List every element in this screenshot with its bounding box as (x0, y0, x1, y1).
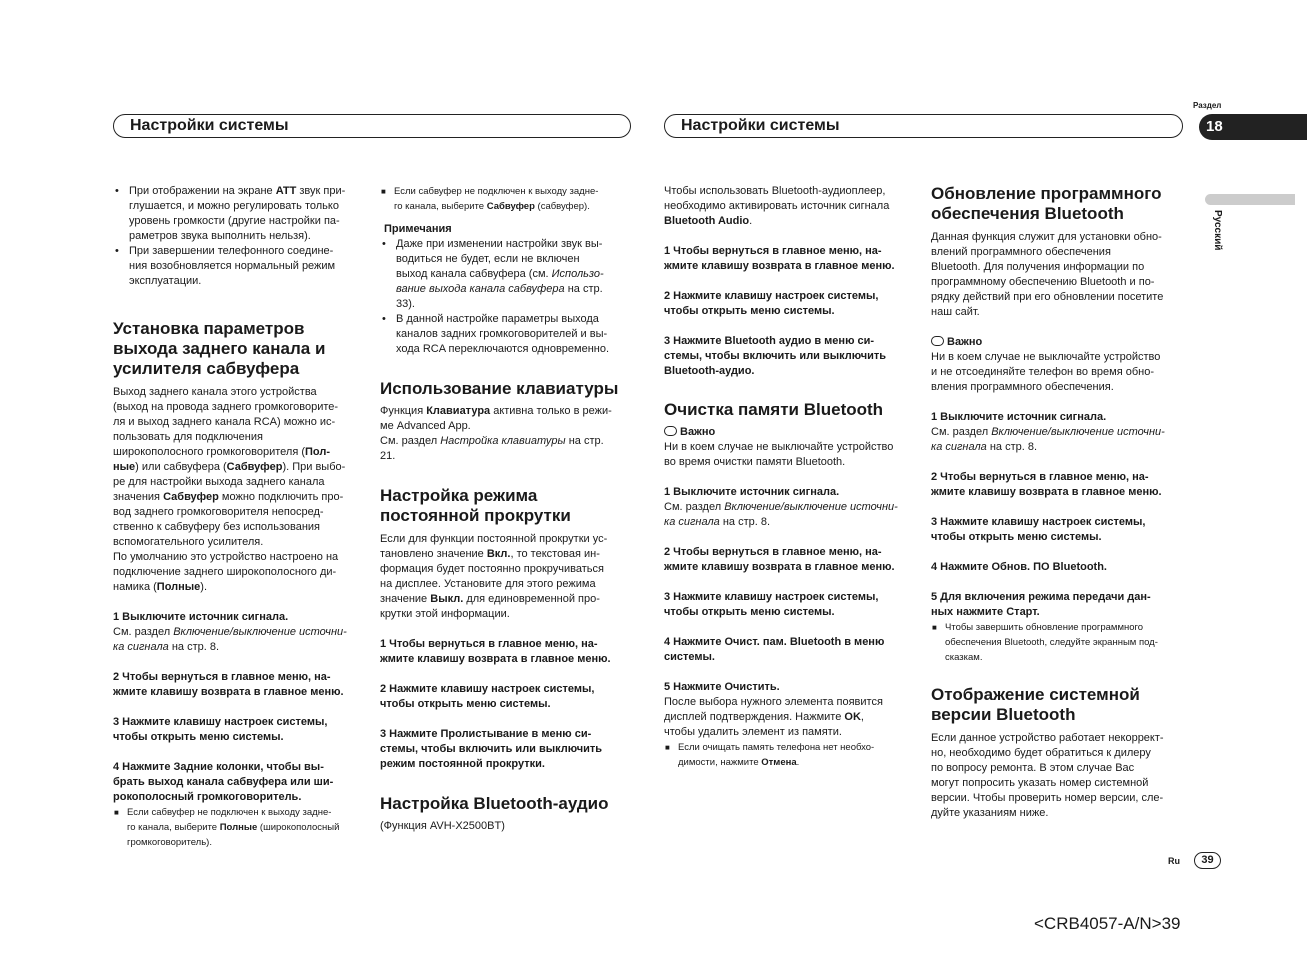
footer-page-number: 39 (1194, 852, 1221, 869)
update-step-3: 3 Нажмите клавишу настроек системы, чтобы открыть меню системы. (931, 516, 1146, 543)
update-note: ■ Чтобы завершить обновление программного обеспечения Bluetooth, следуйте экранным под- сказкам. (932, 622, 1158, 663)
update-step-2: 2 Чтобы вернуться в главное меню, на- жмите клавишу возврата в главное меню. (931, 471, 1162, 498)
clear-step-2: 2 Чтобы вернуться в главное меню, на- жмите клавишу возврата в главное меню. (664, 546, 895, 573)
important-label-2: Важно (931, 335, 1183, 350)
step-4: 4 Нажмите Задние колонки, чтобы вы- брать выход канала сабвуфера или ши- рокополосный громкоговоритель. (113, 761, 334, 803)
clear-step-5-text: После выбора нужного элемента появится дисплей подтверждения. Нажмите OK, чтобы удалить элемент из памяти. (664, 696, 883, 738)
document-code: <CRB4057-A/N>39 (1034, 914, 1181, 933)
step-3: 3 Нажмите клавишу настроек системы, чтобы открыть меню системы. (113, 716, 328, 743)
important-icon (664, 426, 677, 436)
bt-step-3: 3 Нажмите Bluetooth аудио в меню си- стемы, чтобы включить или выключить Bluetooth-аудио. (664, 335, 887, 377)
step-1: 1 Выключите источник сигнала. (113, 611, 289, 623)
section-number-tab: 18 (1199, 114, 1307, 140)
footer-lang: Ru (1168, 856, 1180, 866)
column-4 (931, 184, 1183, 821)
bt-audio-function: (Функция AVH-X2500BT) (380, 820, 505, 832)
update-step-5: 5 Для включения режима передачи дан- ных нажмите Старт. (931, 591, 1151, 618)
step-1-ref: См. раздел Включение/выключение источни- ка сигнала на стр. 8. (113, 626, 347, 653)
right-section-header: Настройки системы (664, 114, 1183, 138)
column-3 (664, 184, 916, 770)
scroll-text: Если для функции постоянной прокрутки ус- тановлено значение Вкл., то текстовая ин- формация будет постоянно прокручиваться на дисплее. Установите для этого режима значение Выкл. для единовременной про- крутки этой информации. (380, 533, 608, 620)
update-step-1: 1 Выключите источник сигнала. (931, 411, 1107, 423)
clear-step-3: 3 Нажмите клавишу настроек системы, чтобы открыть меню системы. (664, 591, 879, 618)
column-1 (113, 184, 363, 850)
important-icon (931, 336, 944, 346)
left-section-header: Настройки системы (113, 114, 631, 138)
heading-bt-audio: Настройка Bluetooth-аудио (380, 794, 609, 813)
column-2 (380, 184, 632, 834)
subwoofer-note-2: ■ Если сабвуфер не подключен к выходу задне- го канала, выберите Сабвуфер (сабвуфер). (381, 186, 599, 212)
important-text: Ни в коем случае не выключайте устройство во время очистки памяти Bluetooth. (664, 441, 894, 468)
heading-rear-output: Установка параметров выхода заднего канала и усилителя сабвуфера (113, 319, 326, 378)
default-text: По умолчанию это устройство настроено на подключение заднего широкополосного ди- намика (Полные). (113, 551, 339, 593)
bt-step-2: 2 Нажмите клавишу настроек системы, чтобы открыть меню системы. (664, 290, 879, 317)
clear-step-4: 4 Нажмите Очист. пам. Bluetooth в меню системы. (664, 636, 885, 663)
step-2: 2 Чтобы вернуться в главное меню, на- жмите клавишу возврата в главное меню. (113, 671, 344, 698)
language-side-tab (1205, 194, 1295, 205)
scroll-step-2: 2 Нажмите клавишу настроек системы, чтобы открыть меню системы. (380, 683, 595, 710)
update-text: Данная функция служит для установки обно- влений программного обеспечения Bluetooth. Для получения информации по программному обеспечению Bluetooth и по- рядку действий при его обновлении посетите наш сайт. (931, 231, 1164, 318)
clear-step-1: 1 Выключите источник сигнала. (664, 486, 840, 498)
scroll-step-1: 1 Чтобы вернуться в главное меню, на- жмите клавишу возврата в главное меню. (380, 638, 611, 665)
heading-scroll: Настройка режима постоянной прокрутки (380, 486, 571, 525)
heading-update: Обновление программного обеспечения Bluetooth (931, 184, 1162, 223)
heading-version: Отображение системной версии Bluetooth (931, 685, 1140, 724)
important-label: Важно (664, 425, 916, 440)
section-label: Раздел (1193, 101, 1222, 110)
clear-step-1-ref: См. раздел Включение/выключение источни- ка сигнала на стр. 8. (664, 501, 898, 528)
heading-keyboard: Использование клавиатуры (380, 379, 619, 398)
clear-note: ■ Если очищать память телефона нет необхо- димости, нажмите Отмена. (665, 742, 875, 768)
note-bullet-1: • Даже при изменении настройки звук вы- водиться не будет, если не включен выход канала сабвуфера (см. Использо- вание выхода канала сабвуфера на стр. 33). (382, 238, 604, 310)
scroll-step-3: 3 Нажмите Пролистывание в меню си- стемы, чтобы включить или выключить режим постоянной прокрутки. (380, 728, 603, 770)
language-side-label: Русский (1212, 210, 1223, 251)
update-step-4: 4 Нажмите Обнов. ПО Bluetooth. (931, 561, 1107, 573)
heading-clear-memory: Очистка памяти Bluetooth (664, 400, 884, 419)
subwoofer-note: ■ Если сабвуфер не подключен к выходу задне- го канала, выберите Полные (широкополосный громкоговоритель). (114, 807, 340, 848)
note-bullet-2: • В данной настройке параметры выхода каналов задних громкоговорителей и вы- хода RCA переключаются одновременно. (382, 313, 610, 355)
keyboard-text: Функция Клавиатура активна только в режи- ме Advanced App. См. раздел Настройка клавиатуры на стр. 21. (380, 405, 612, 462)
clear-step-5: 5 Нажмите Очистить. (664, 681, 780, 693)
notes-title: Примечания (384, 223, 452, 235)
important-text-2: Ни в коем случае не выключайте устройство и не отсоединяйте телефон во время обно- вления программного обеспечения. (931, 351, 1161, 393)
bt-audio-text: Чтобы использовать Bluetooth-аудиоплеер, необходимо активировать источник сигнала Bluetooth Audio. (664, 185, 890, 227)
bullet-att: • При отображении на экране ATT звук при- глушается, и можно регулировать только уровень громкости (другие настройки па- раметров звука выполнить нельзя). (115, 185, 346, 242)
bullet-call-end: • При завершении телефонного соедине- ния возобновляется нормальный режим эксплуатации. (115, 245, 336, 287)
rear-output-text: Выход заднего канала этого устройства (выход на провода заднего громкоговорите- ля и выход заднего канала RCA) можно ис- пользовать для подключения широкополосного громкоговорителя (Пол- ные) или сабвуфера (Сабвуфер). При выбо- ре для настройки выхода заднего канала значения Сабвуфер можно подключить про- вод заднего громкоговорителя непосред- ственно к сабвуферу без использования вспомогательного усилителя. (113, 386, 346, 548)
update-step-1-ref: См. раздел Включение/выключение источни- ка сигнала на стр. 8. (931, 426, 1165, 453)
bt-step-1: 1 Чтобы вернуться в главное меню, на- жмите клавишу возврата в главное меню. (664, 245, 895, 272)
version-text: Если данное устройство работает некоррект- но, необходимо будет обратиться к дилеру по вопросу ремонта. В этом случае Вас могут попросить указать номер системной версии. Чтобы проверить номер версии, сле- дуйте указаниям ниже. (931, 732, 1164, 819)
